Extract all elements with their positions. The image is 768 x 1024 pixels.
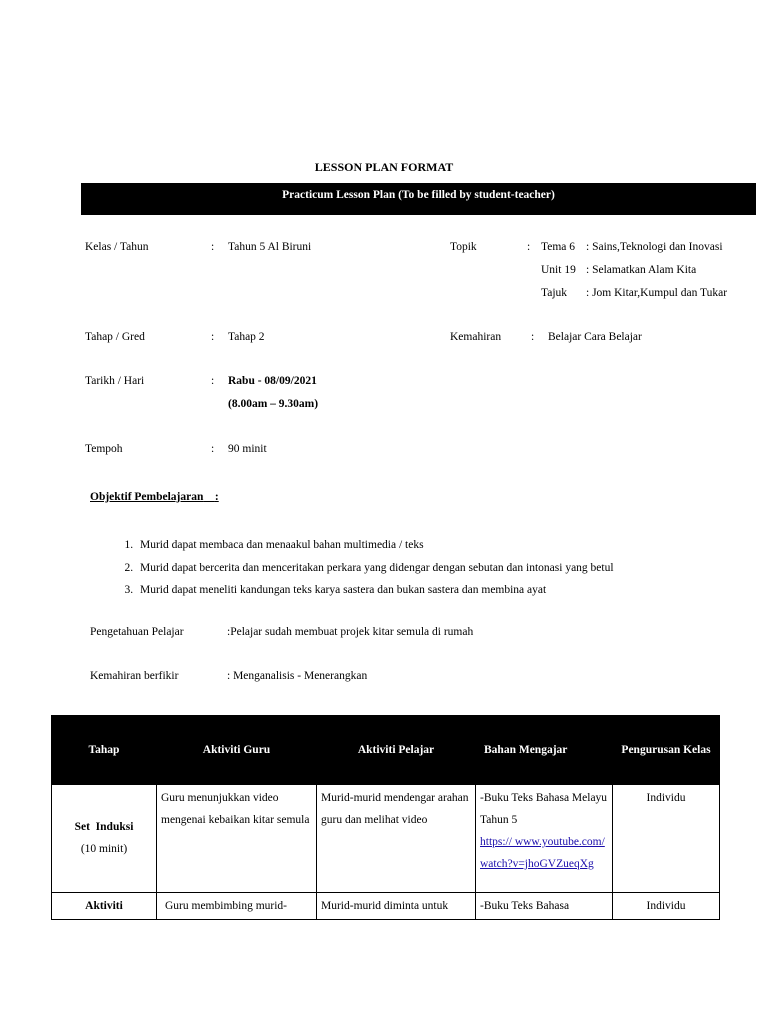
- kelas-label: Kelas / Tahun: [85, 241, 149, 253]
- tahap-name: Set Induksi: [74, 820, 134, 833]
- objektif-list: [112, 537, 614, 605]
- topik-label: Topik: [450, 241, 477, 253]
- objektif-item: 1. Murid dapat membaca dan menaakul bahan multimedia / teks: [136, 537, 614, 560]
- cell-aktiviti-guru: Guru menunjukkan video mengenai kebaikan kitar semula: [157, 785, 317, 893]
- tempoh-label: Tempoh: [85, 443, 123, 455]
- tarikh-date: Rabu - 08/09/2021: [228, 375, 317, 387]
- tahap-colon: :: [211, 331, 215, 343]
- tajuk-key: Tajuk: [541, 287, 568, 299]
- col-header-pengurusan: Pengurusan Kelas: [613, 716, 720, 785]
- table-header-row: [52, 716, 720, 785]
- col-header-bahan: Bahan Mengajar: [476, 716, 613, 785]
- cell-tahap: Aktiviti: [52, 893, 157, 920]
- cell-aktiviti-pelajar: Murid-murid mendengar arahan guru dan melihat video: [317, 785, 476, 893]
- objektif-item: 3. Murid dapat meneliti kandungan teks karya sastera dan bukan sastera dan membina ayat: [136, 582, 614, 605]
- unit-value: : Selamatkan Alam Kita: [586, 264, 697, 276]
- pengetahuan-value: :Pelajar sudah membuat projek kitar semula di rumah: [227, 626, 474, 638]
- divider: [81, 214, 756, 215]
- topik-colon: :: [527, 241, 531, 253]
- tahap-label: Tahap / Gred: [85, 331, 145, 343]
- cell-aktiviti-pelajar: Murid-murid diminta untuk: [317, 893, 476, 920]
- kemahiran-colon: :: [531, 331, 535, 343]
- objektif-item: 2. Murid dapat bercerita dan menceritakan perkara yang didengar dengan sebutan dan intonasi yang betul: [136, 560, 614, 583]
- cell-bahan: -Buku Teks Bahasa: [476, 893, 613, 920]
- tarikh-colon: :: [211, 375, 215, 387]
- table-row: [52, 785, 720, 893]
- col-header-aktiviti-pelajar: Aktiviti Pelajar: [317, 716, 476, 785]
- col-header-aktiviti-guru: Aktiviti Guru: [157, 716, 317, 785]
- col-header-tahap: Tahap: [52, 716, 157, 785]
- berfikir-value: : Menganalisis - Menerangkan: [227, 670, 368, 682]
- kemahiran-value: Belajar Cara Belajar: [548, 331, 642, 343]
- table-row: [52, 893, 720, 920]
- tempoh-value: 90 minit: [228, 443, 267, 455]
- tema-value: : Sains,Teknologi dan Inovasi: [586, 241, 723, 253]
- cell-bahan: [476, 785, 613, 893]
- header-band: Practicum Lesson Plan (To be filled by student-teacher): [81, 183, 756, 215]
- unit-key: Unit 19: [541, 264, 576, 276]
- tarikh-time: (8.00am – 9.30am): [228, 398, 319, 410]
- kelas-value: Tahun 5 Al Biruni: [228, 241, 312, 253]
- tahap-value: Tahap 2: [228, 331, 265, 343]
- video-link[interactable]: https:// www.youtube.com/ watch?v=jhoGVZueqXg: [480, 836, 605, 870]
- tarikh-label: Tarikh / Hari: [85, 375, 145, 387]
- kemahiran-label: Kemahiran: [450, 331, 502, 343]
- tahap-duration: (10 minit): [80, 842, 128, 855]
- tajuk-value: : Jom Kitar,Kumpul dan Tukar: [586, 287, 728, 299]
- objektif-heading: Objektif Pembelajaran :: [90, 491, 219, 503]
- cell-tahap: [52, 785, 157, 893]
- tema-key: Tema 6: [541, 241, 576, 253]
- tempoh-colon: :: [211, 443, 215, 455]
- pengetahuan-label: Pengetahuan Pelajar: [90, 626, 184, 638]
- lesson-table: [51, 715, 720, 920]
- cell-pengurusan: Individu: [613, 785, 720, 893]
- cell-aktiviti-guru: Guru membimbing murid-: [157, 893, 317, 920]
- kelas-colon: :: [211, 241, 215, 253]
- bahan-text: -Buku Teks Bahasa Melayu Tahun 5: [480, 792, 608, 826]
- berfikir-label: Kemahiran berfikir: [90, 670, 179, 682]
- document-title: LESSON PLAN FORMAT: [314, 160, 454, 174]
- cell-pengurusan: Individu: [613, 893, 720, 920]
